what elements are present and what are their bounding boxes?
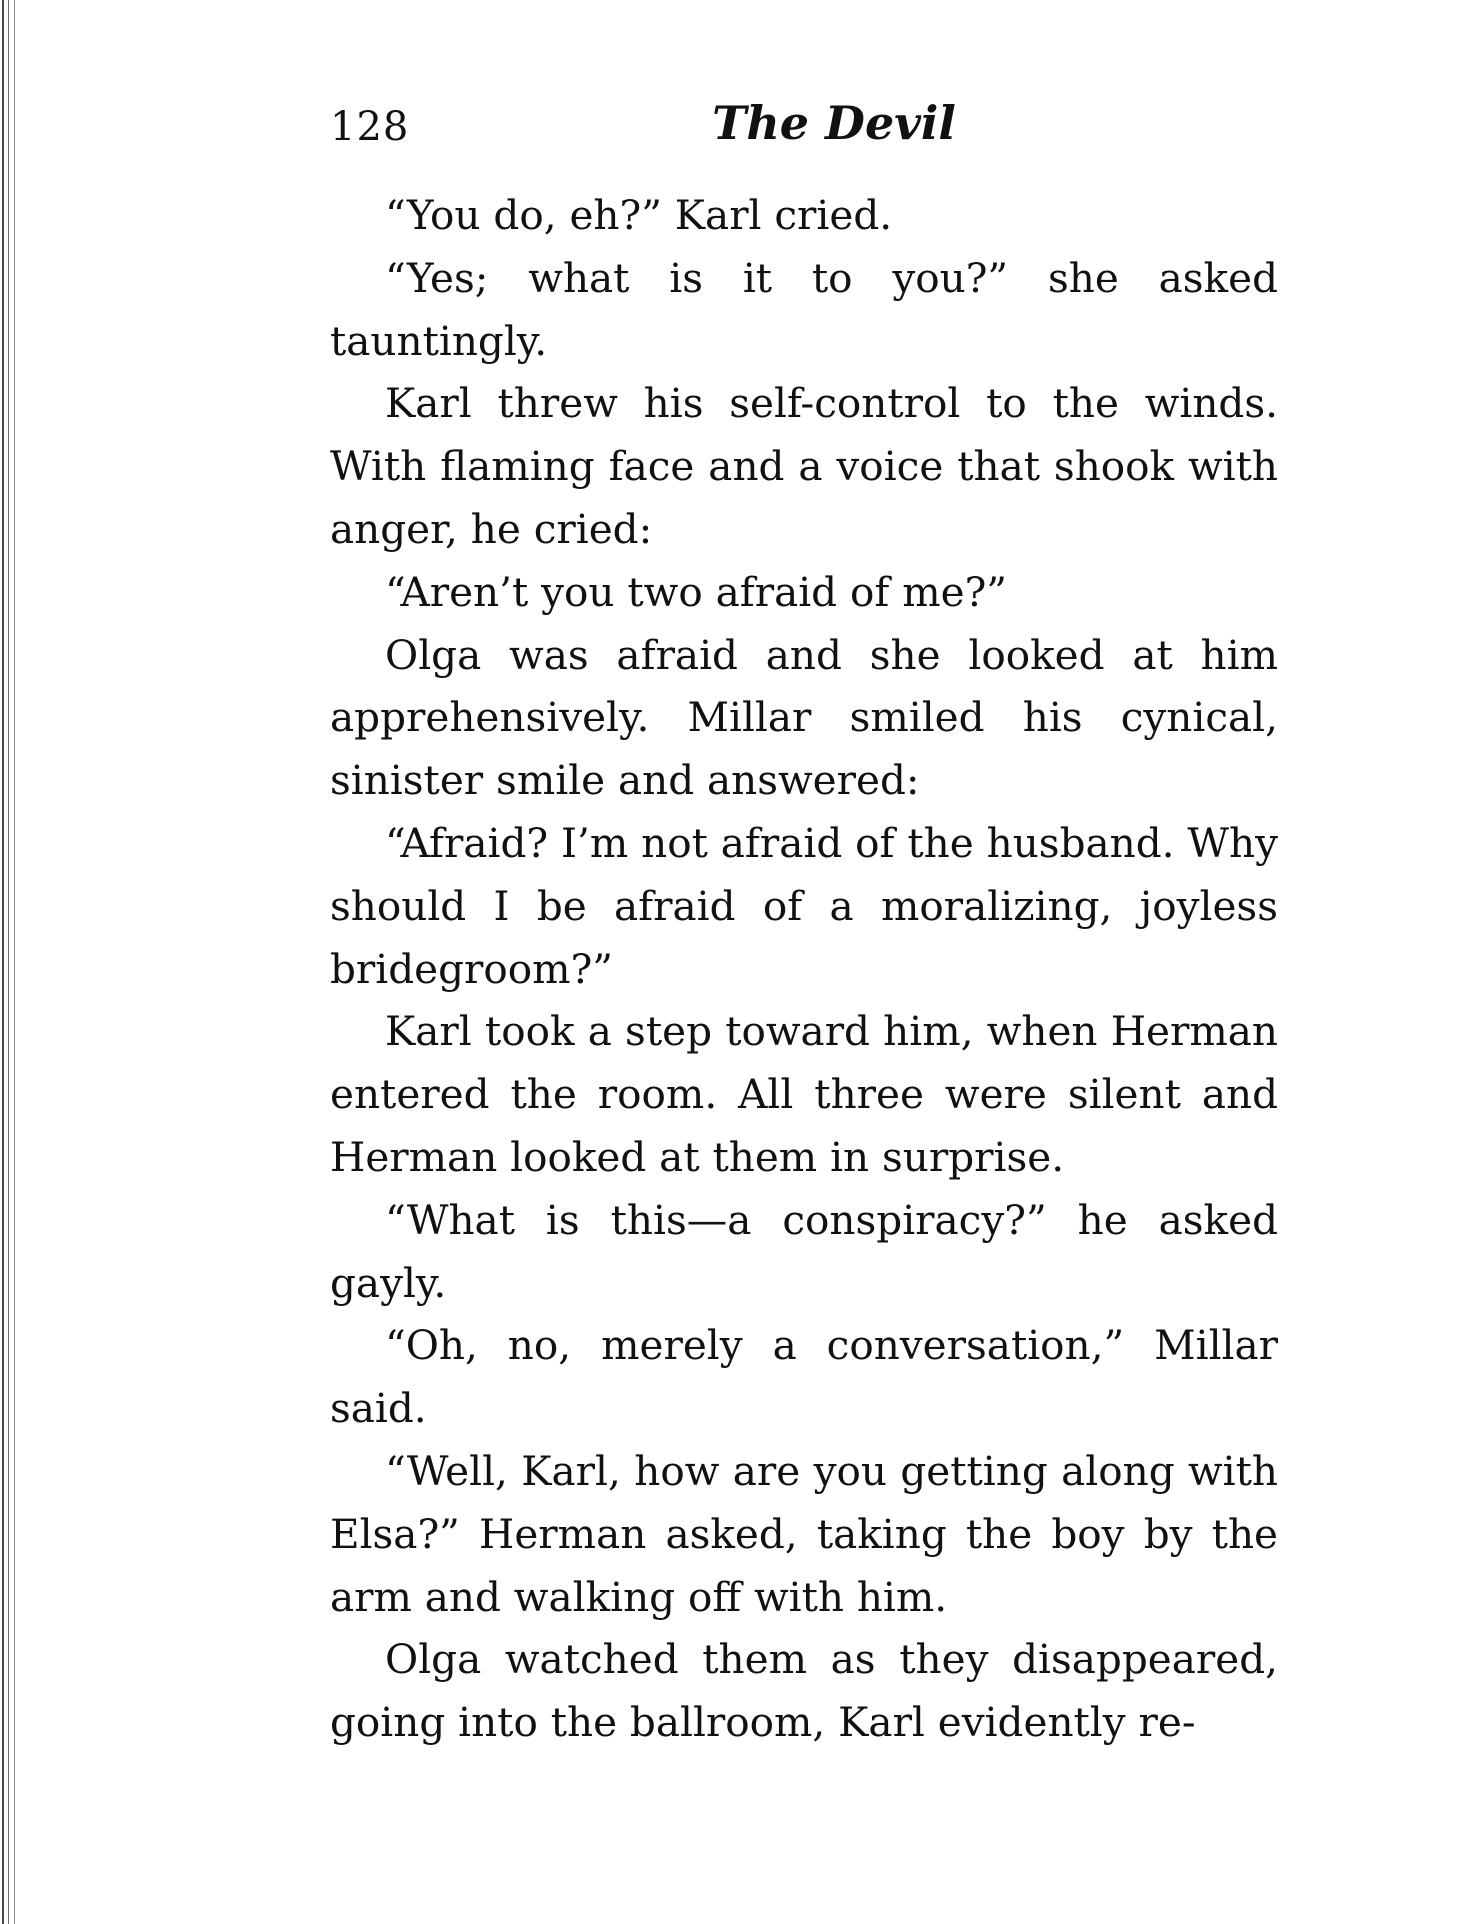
paragraph: Karl threw his self-control to the winds. With flaming face and a voice that shook with anger, he cried: (330, 379, 1278, 553)
paragraph: “Aren’t you two afraid of me?” (385, 567, 1008, 616)
paragraph: “What is this—a conspiracy?” he asked gayly. (330, 1195, 1278, 1307)
paragraph: “Well, Karl, how are you getting along with Elsa?” Herman asked, taking the boy by the arm and walking off with him. (330, 1446, 1278, 1621)
page-header (330, 96, 1278, 166)
running-title: The Devil (712, 96, 956, 150)
paragraph: “You do, eh?” Karl cried. (385, 191, 893, 239)
page-number: 128 (330, 104, 410, 150)
paragraph: “Afraid? I’m not afraid of the husband. Why should I be afraid of a moralizing, joyless bridegroom?” (330, 818, 1278, 993)
paragraph: Karl took a step toward him, when Herman entered the room. All three were silent and Herman looked at them in surprise. (330, 1007, 1278, 1181)
paragraph: “Oh, no, merely a conversation,” Millar said. (330, 1321, 1278, 1433)
book-page (330, 96, 1278, 1754)
scan-border-line (14, 0, 15, 1924)
body-text (330, 184, 1278, 1754)
paragraph: Olga was afraid and she looked at him apprehensively. Millar smiled his cynical, sinister smile and answered: (330, 630, 1278, 805)
paragraph: “Yes; what is it to you?” she asked tauntingly. (330, 253, 1278, 365)
scan-border-line (2, 0, 9, 1924)
paragraph: Olga watched them as they disappeared, going into the ballroom, Karl evidently re- (330, 1635, 1278, 1747)
